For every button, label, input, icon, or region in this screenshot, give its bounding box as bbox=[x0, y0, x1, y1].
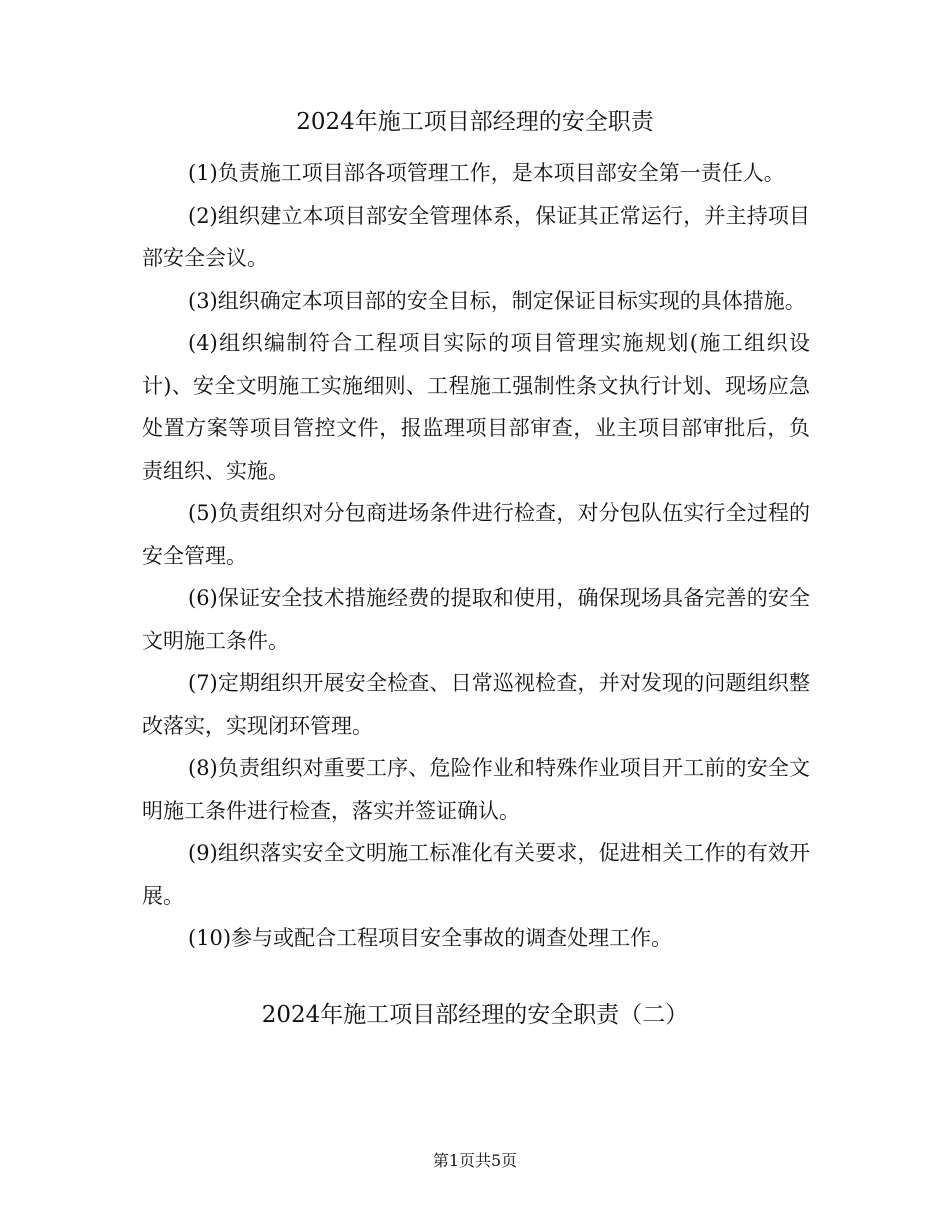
document-body bbox=[142, 152, 810, 960]
paragraph-9: (9)组织落实安全文明施工标准化有关要求，促进相关工作的有效开展。 bbox=[142, 841, 810, 908]
paragraph-3: (3)组织确定本项目部的安全目标，制定保证目标实现的具体措施。 bbox=[188, 288, 806, 313]
paragraph-1: (1)负责施工项目部各项管理工作，是本项目部安全第一责任人。 bbox=[188, 161, 785, 185]
second-section-title: 2024年施工项目部经理的安全职责（二） bbox=[261, 1002, 689, 1028]
paragraph-10: (10)参与或配合工程项目安全事故的调查处理工作。 bbox=[188, 926, 673, 950]
document-title: 2024年施工项目部经理的安全职责 bbox=[296, 109, 654, 135]
paragraph-2: (2)组织建立本项目部安全管理体系，保证其正常运行，并主持项目部安全会议。 bbox=[142, 203, 810, 270]
paragraph-5: (5)负责组织对分包商进场条件进行检查，对分包队伍实行全过程的安全管理。 bbox=[142, 501, 810, 568]
paragraph-8: (8)负责组织对重要工序、危险作业和特殊作业项目开工前的安全文明施工条件进行检查，落实并签证确认。 bbox=[142, 756, 810, 823]
paragraph-7: (7)定期组织开展安全检查、日常巡视检查，并对发现的问题组织整改落实，实现闭环管理。 bbox=[142, 671, 810, 738]
paragraph-6: (6)保证安全技术措施经费的提取和使用，确保现场具备完善的安全文明施工条件。 bbox=[142, 586, 810, 653]
page-indicator: 第1页共5页 bbox=[432, 1151, 518, 1170]
paragraph-4: (4)组织编制符合工程项目实际的项目管理实施规划(施工组织设计)、安全文明施工实施细则、工程施工强制性条文执行计划、现场应急处置方案等项目管控文件，报监理项目部审查，业主项目部审批后，负责组织、实施。 bbox=[142, 331, 810, 483]
